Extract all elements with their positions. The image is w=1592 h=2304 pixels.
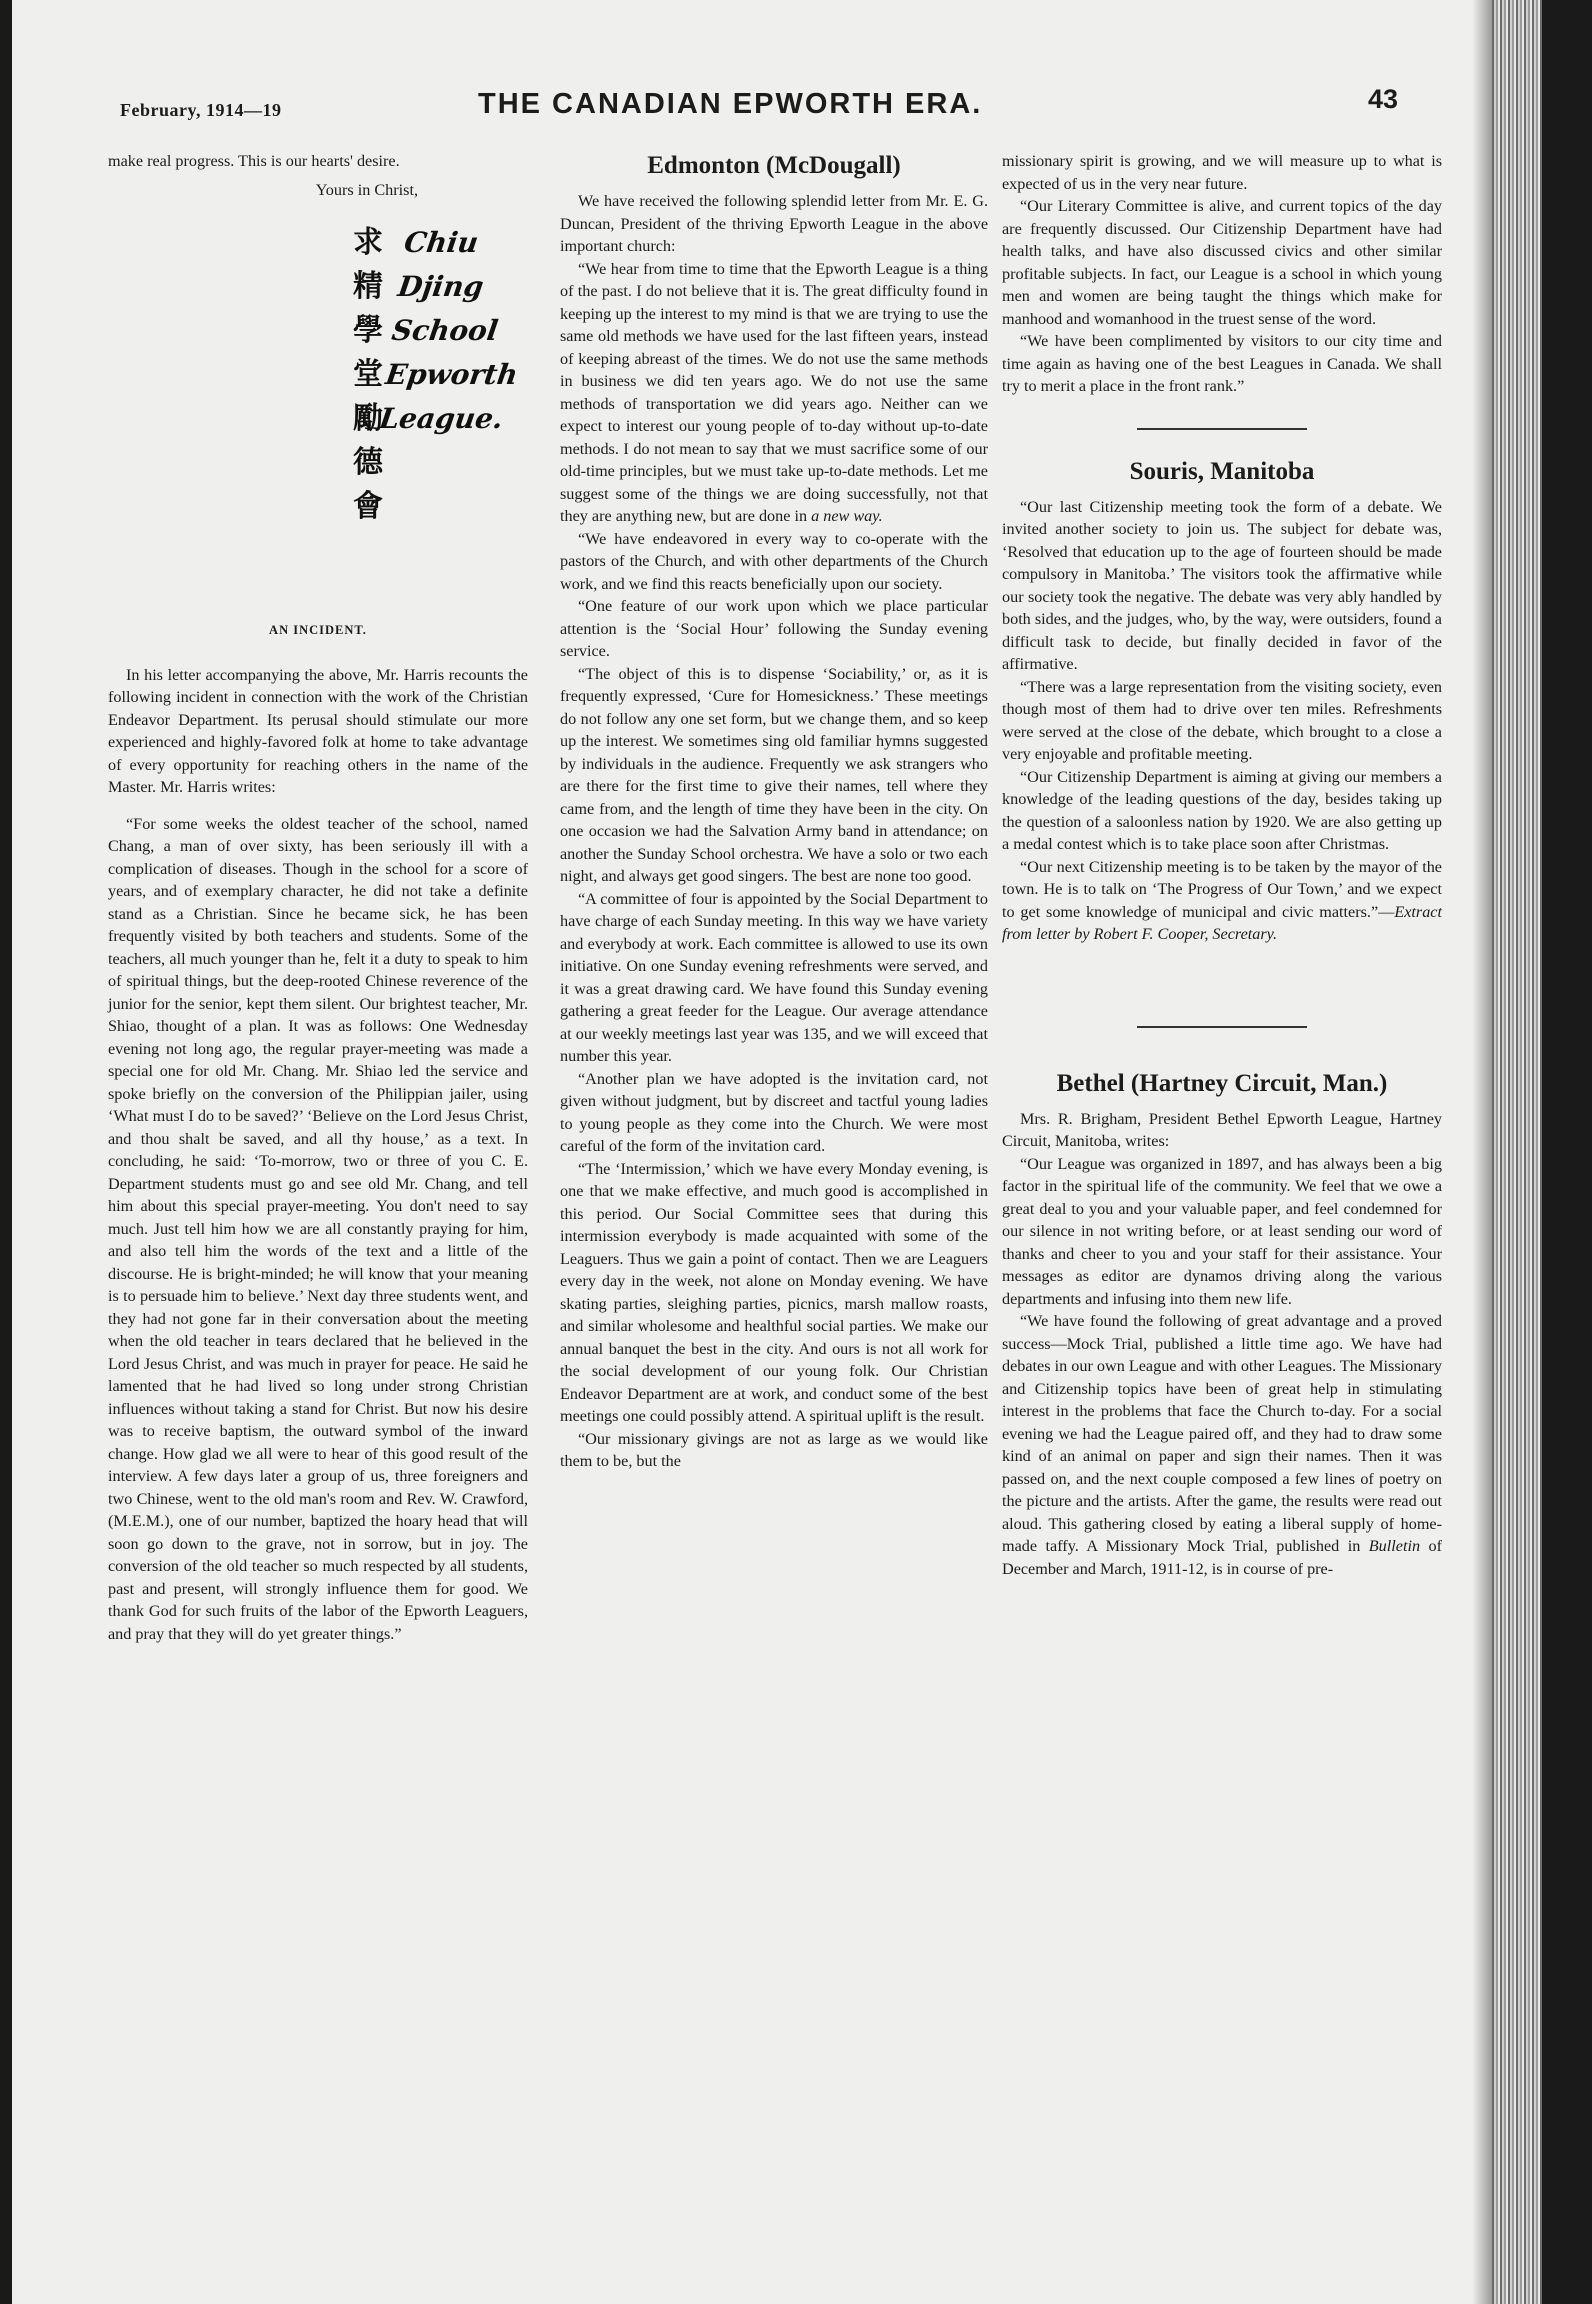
- paragraph: “Our last Citizenship meeting took the form of a debate. We invited another society to join us. The subject for debate was, ‘Resolved that education up to the age of fourteen should be made compulsory in Manitoba.’ The visitors took the affirmative while our society took the negative. The debate was very ably handled by both sides, and the judges, who, by the way, were outsiders, found a difficult task to decide, but finally decided in favor of the affirmative.: [1002, 497, 1442, 673]
- signature-word: League.: [377, 402, 506, 435]
- paragraph: “The object of this is to dispense ‘Sociability,’ or, as it is frequently expressed, ‘Cure for Homesickness.’ These meetings do not follow any one set form, but we change them, and so keep up the interest. We sometimes sing old familiar hymns suggested by individuals in the audience. Frequently we ask strangers who are there for the first time to give their names, tell where they came from, and the length of time they have been in the city. On one occasion we had the Salvation Army band in attendance; on another the Sunday School orchestra. We have a solo or two each night, and always get good singers. The best are none too good.: [560, 664, 988, 885]
- paragraph: In his letter accompanying the above, Mr. Harris recounts the following incident in connection with the work of the Christian Endeavor Department. Its perusal should stimulate our more experienced and highly-favored folk at home to take advantage of every opportunity for reaching others in the name of the Master. Mr. Harris writes:: [108, 665, 528, 796]
- signature-word: Chiu: [402, 226, 481, 259]
- edmonton-heading: Edmonton (McDougall): [647, 152, 901, 179]
- bulletin-title: Bulletin: [1368, 1537, 1421, 1555]
- chinese-char: 學: [353, 313, 383, 348]
- section-divider: [1137, 1026, 1307, 1028]
- paragraph: “Our Literary Committee is alive, and current topics of the day are frequently discussed. Our Citizenship Department have had health talks, and have also discussed civics and other similar profitable subjects. In fact, our League is a school in which young men and women are being taught the things which make for manhood and womanhood in the truest sense of the word.: [1002, 197, 1442, 328]
- chinese-signature: [348, 221, 388, 529]
- paragraph: Mrs. R. Brigham, President Bethel Epworth League, Hartney Circuit, Manitoba, writes:: [1002, 1109, 1442, 1150]
- paragraph: “Our missionary givings are not as large as we would like them to be, but the: [560, 1429, 988, 1470]
- paragraph: “We have endeavored in every way to co-operate with the pastors of the Church, and with other departments of the Church work, and we find this reacts beneficially upon our society.: [560, 529, 988, 593]
- letter-closing: Yours in Christ,: [315, 180, 418, 199]
- souris-heading: Souris, Manitoba: [1129, 457, 1315, 485]
- column-1-top-text: make real progress. This is our hearts' desire.: [108, 152, 400, 170]
- bethel-heading: Bethel (Hartney Circuit, Man.): [1056, 1069, 1388, 1097]
- chinese-char: 德: [353, 445, 383, 480]
- signature-word: Epworth: [383, 358, 520, 391]
- emphasis-text: a new way.: [811, 507, 883, 525]
- paragraph: [1002, 1310, 1442, 1580]
- paragraph: We have received the following splendid letter from Mr. E. G. Duncan, President of the thriving Epworth League in the above important church:: [560, 192, 988, 255]
- column-3: [1002, 150, 1442, 1580]
- paragraph: [1002, 856, 1442, 946]
- paragraph: [560, 258, 988, 528]
- chinese-char: 精: [353, 269, 383, 304]
- chinese-char: 勵: [353, 401, 383, 436]
- column-2: [560, 150, 988, 1473]
- paragraph: “There was a large representation from the visiting society, even though most of them had to drive over ten miles. Refreshments were served at the close of the debate, which brought to a close a very enjoyable and profitable meeting.: [1002, 677, 1442, 763]
- column-1: [108, 150, 528, 1645]
- signature-word: School: [389, 314, 501, 347]
- signature-word: Djing: [395, 270, 486, 303]
- paragraph: “We have been complimented by visitors to our city time and time again as having one of the best Leagues in Canada. We shall try to merit a place in the front rank.”: [1002, 332, 1442, 395]
- paragraph-text: “Our next Citizenship meeting is to be taken by the mayor of the town. He is to talk on ‘The Progress of Our Town,’ and we expect to get some knowledge of municipal and civic matters.”—: [1002, 857, 1442, 921]
- paragraph-text: “We hear from time to time that the Epworth League is a thing of the past. I do not believe that it is. The great difficulty found in keeping up the interest to my mind is that we are trying to use the same old methods we have used for the last fifteen years, instead of keeping abreast of the times. We do not use the same methods in business we did ten years ago. We do not use the same methods of transportation we did years ago. Neither can we expect to interest our young people of to-day without up-to-date methods. I do not mean to say that we must sacrifice some of our old-time principles, but we must take up-to-date methods. Let me suggest some of the things we are doing successfully, not that they are anything new, but are done in: [560, 259, 988, 525]
- incident-heading: AN INCIDENT.: [269, 623, 367, 637]
- magazine-title: THE CANADIAN EPWORTH ERA.: [478, 88, 983, 120]
- paragraph: “One feature of our work upon which we place particular attention is the ‘Social Hour’ following the Sunday evening service.: [560, 597, 988, 660]
- book-edge: [1492, 0, 1542, 2304]
- english-signature: [377, 221, 540, 441]
- chinese-char: 堂: [353, 357, 383, 392]
- section-divider: [1137, 428, 1307, 430]
- paragraph: “A committee of four is appointed by the Social Department to have charge of each Sunday meeting. In this way we have variety and everybody at work. Each committee is allowed to use its own initiative. On one Sunday evening refreshments were served, and it was a great drawing card. We have found this Sunday evening gathering a great feeder for the League. Our average attendance at our weekly meetings last year was 135, and we will exceed that number this year.: [560, 889, 988, 1065]
- paragraph: “For some weeks the oldest teacher of the school, named Chang, a man of over sixty, has been seriously ill with a complication of diseases. Though in the school for a score of years, and of exemplary character, he did not take a definite stand as a Christian. Since he became sick, he has been frequently visited by both teachers and students. Some of the teachers, all much younger than he, felt it a duty to speak to him of spiritual things, but the deep-rooted Chinese reverence of the junior for the senior, kept them silent. Our brightest teacher, Mr. Shiao, thought of a plan. It was as follows: One Wednesday evening not long ago, the regular prayer-meeting was made a special one for old Mr. Chang. Mr. Shiao led the service and spoke briefly on the conversion of the Philippian jailer, using ‘What must I do to be saved?’ ‘Believe on the Lord Jesus Christ, and thou shalt be saved, and all thy house,’ as a text. In concluding, he said: ‘To-morrow, two or three of you C. E. Department students must go and see old Mr. Chang, and tell him about this special prayer-meeting. You don't need to say much. Just tell him how we are all constantly praying for him, and also tell him the words of the text and a little of the discourse. He is bright-minded; he will know that your meaning is to persuade him to believe.’ Next day three students went, and they had not gone far in their conversation about the meeting when the old teacher in tears declared that he believed in the Lord Jesus Christ, and was much in prayer for peace. He said he lamented that he had lived so long under strong Christian influences without taking a stand for Christ. But now his desire was to receive baptism, the outward symbol of the inward change. How glad we all were to hear of this good result of the interview. A few days later a group of us, three foreigners and two Chinese, went to the old man's room and Rev. W. Crawford, (M.E.M.), one of our number, baptized the hoary head that will soon go down to the grave, not in sorrow, but in joy. The conversion of the old teacher so much respected by all students, past and present, will strongly influence them for good. We thank God for such fruits of the labor of the Epworth Leaguers, and pray that they will do yet greater things.”: [108, 814, 528, 1643]
- paragraph: “The ‘Intermission,’ which we have every Monday evening, is one that we make effective, and much good is accomplished in this period. Our Social Committee sees that during this intermission everybody is made acquainted with some of the Leaguers. Thus we gain a point of contact. Then we are Leaguers every day in the week, not alone on Monday evening. We have skating parties, sleighing parties, picnics, marsh mallow roasts, and similar wholesome and healthful social parties. We make our annual banquet the best in the city. And ours is not all work for the social development of our young folk. Our Christian Endeavor Department are at work, and conduct some of the best meetings one could possibly attend. A spiritual uplift is the result.: [560, 1159, 988, 1425]
- page-header: [108, 80, 1398, 130]
- page-number: 43: [1367, 84, 1398, 114]
- paragraph: “Our League was organized in 1897, and has always been a big factor in the spiritual life of the community. We feel that we owe a great deal to you and your valuable paper, and feel condemned for our silence in not writing before, or at least sending our word of thanks and cheer to you and your staff for their assistance. Your messages as editor are dynamos driving along the various departments and infusing into them new life.: [1002, 1154, 1442, 1308]
- binding-shadow: [1472, 0, 1492, 2304]
- chinese-char: 會: [353, 489, 383, 524]
- chinese-char: 求: [353, 225, 383, 260]
- issue-date: February, 1914—19: [120, 100, 282, 120]
- extract-credit: Extract from letter by Robert F. Cooper, Secretary.: [1002, 902, 1442, 943]
- paragraph-text: of December and March, 1911-12, is in course of pre-: [1002, 1537, 1443, 1578]
- paragraph-text: “We have found the following of great advantage and a proved success—Mock Trial, published a little time ago. We have had debates in our own League and with other Leagues. The Missionary and Citizenship topics have been of great help in stimulating interest in the problems that face the Church to-day. For a social evening we had the League paired off, and they had to draw some kind of an animal on paper and sign their names. Then it was passed on, and the next couple composed a few lines of poetry on the picture and the artists. After the game, the results were read out aloud. This gathering closed by eating a liberal supply of home-made taffy. A Missionary Mock Trial, published in: [1002, 1312, 1442, 1555]
- paragraph: “Our Citizenship Department is aiming at giving our members a knowledge of the leading questions of the day, besides taking up the question of a saloonless nation by 1920. We are also getting up a medal contest which is to take place soon after Christmas.: [1002, 767, 1442, 853]
- paragraph: “Another plan we have adopted is the invitation card, not given without judgment, but by discreet and tactful young ladies to young people as they come into the Church. We were most careful of the form of the invitation card.: [560, 1069, 988, 1155]
- signature-block: [108, 221, 528, 591]
- page: [12, 0, 1542, 2304]
- paragraph: missionary spirit is growing, and we will measure up to what is expected of us in the very near future.: [1002, 152, 1442, 193]
